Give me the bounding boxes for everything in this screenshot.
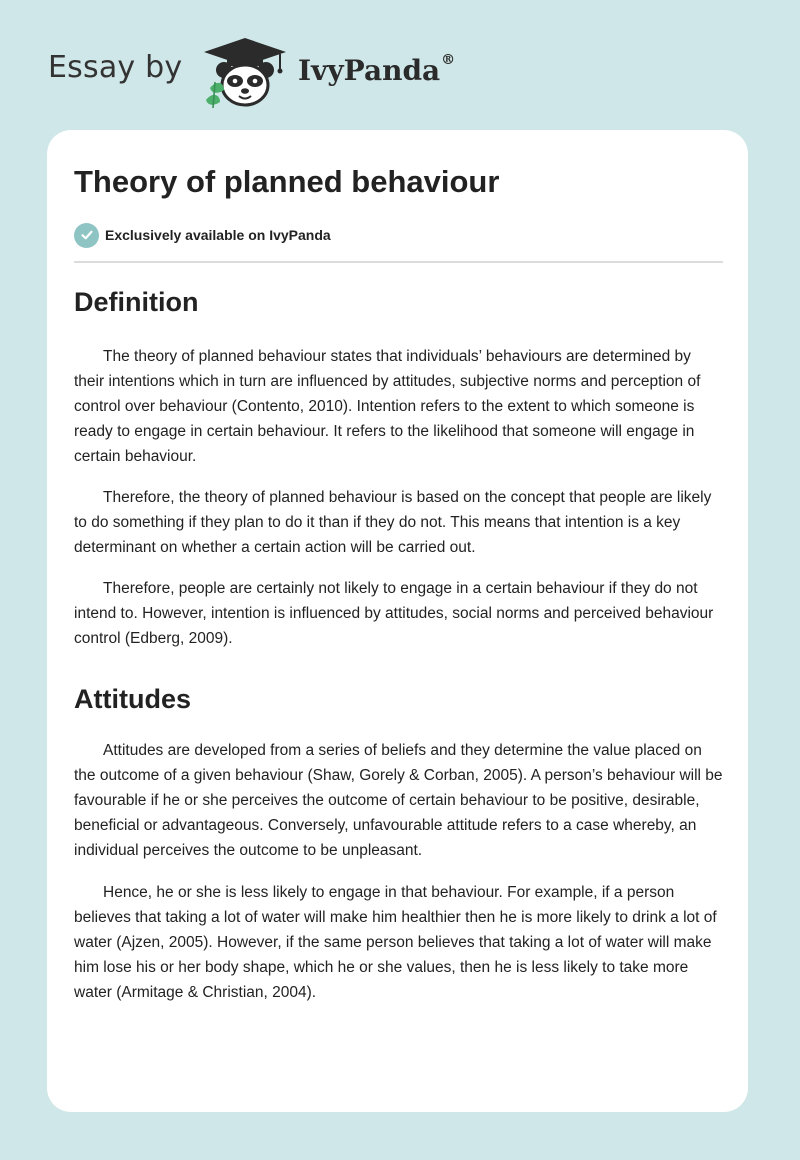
- site-brand[interactable]: [48, 36, 468, 106]
- paragraph: Therefore, people are certainly not likely to engage in a certain behaviour if they do not intend to. However, intention is influenced by attitudes, social norms and perceived behaviour control (Edberg, 2009).: [74, 580, 714, 647]
- essay-card: [47, 130, 748, 1112]
- section-heading: Definition: [74, 287, 199, 317]
- exclusive-badge: [74, 222, 331, 248]
- title-divider: [74, 261, 723, 263]
- page-title: Theory of planned behaviour: [74, 164, 500, 199]
- section-attitudes: [74, 677, 723, 1005]
- section-definition: [74, 280, 723, 651]
- brand-prefix: Essay by: [48, 50, 183, 85]
- paragraph: Attitudes are developed from a series of beliefs and they determine the value placed on the outcome of a given behaviour (Shaw, Gorely & Corban, 2005). A person’s behaviour will be favourable if he or she perceives the outcome of certain behaviour to be positive, desirable, beneficial or advantageous. Conversely, unfavourable attitude refers to a case whereby, an individual perceives the outcome to be unpleasant.: [74, 742, 723, 859]
- paragraph: Therefore, the theory of planned behaviour is based on the concept that people are likely to do something if they plan to do it than if they do not. This means that intention is a key determinant on whether a certain action will be carried out.: [74, 489, 712, 556]
- registered-mark: ®: [441, 52, 456, 68]
- paragraph: Hence, he or she is less likely to engage in that behaviour. For example, if a person believes that taking a lot of water will make him healthier then he is more likely to drink a lot of water (Ajzen, 2005). However, if the same person believes that taking a lot of water will make him lose his or her body shape, which he or she values, then he is less likely to take more water (Armitage & Christian, 2004).: [74, 884, 717, 1001]
- brand-name-text: IvyPanda: [298, 54, 441, 87]
- panda-graduate-icon: [200, 36, 290, 108]
- exclusive-badge-text: Exclusively available on IvyPanda: [105, 227, 331, 243]
- essay-content: [74, 280, 723, 1005]
- section-heading: Attitudes: [74, 684, 191, 714]
- check-circle-icon: [74, 223, 99, 248]
- brand-name: [298, 54, 455, 87]
- paragraph: The theory of planned behaviour states that individuals’ behaviours are determined by their intentions which in turn are influenced by attitudes, subjective norms and perception of control over behaviour (Contento, 2010). Intention refers to the extent to which someone is ready to engage in certain behaviour. It refers to the likelihood that someone will engage in certain behaviour.: [74, 348, 701, 465]
